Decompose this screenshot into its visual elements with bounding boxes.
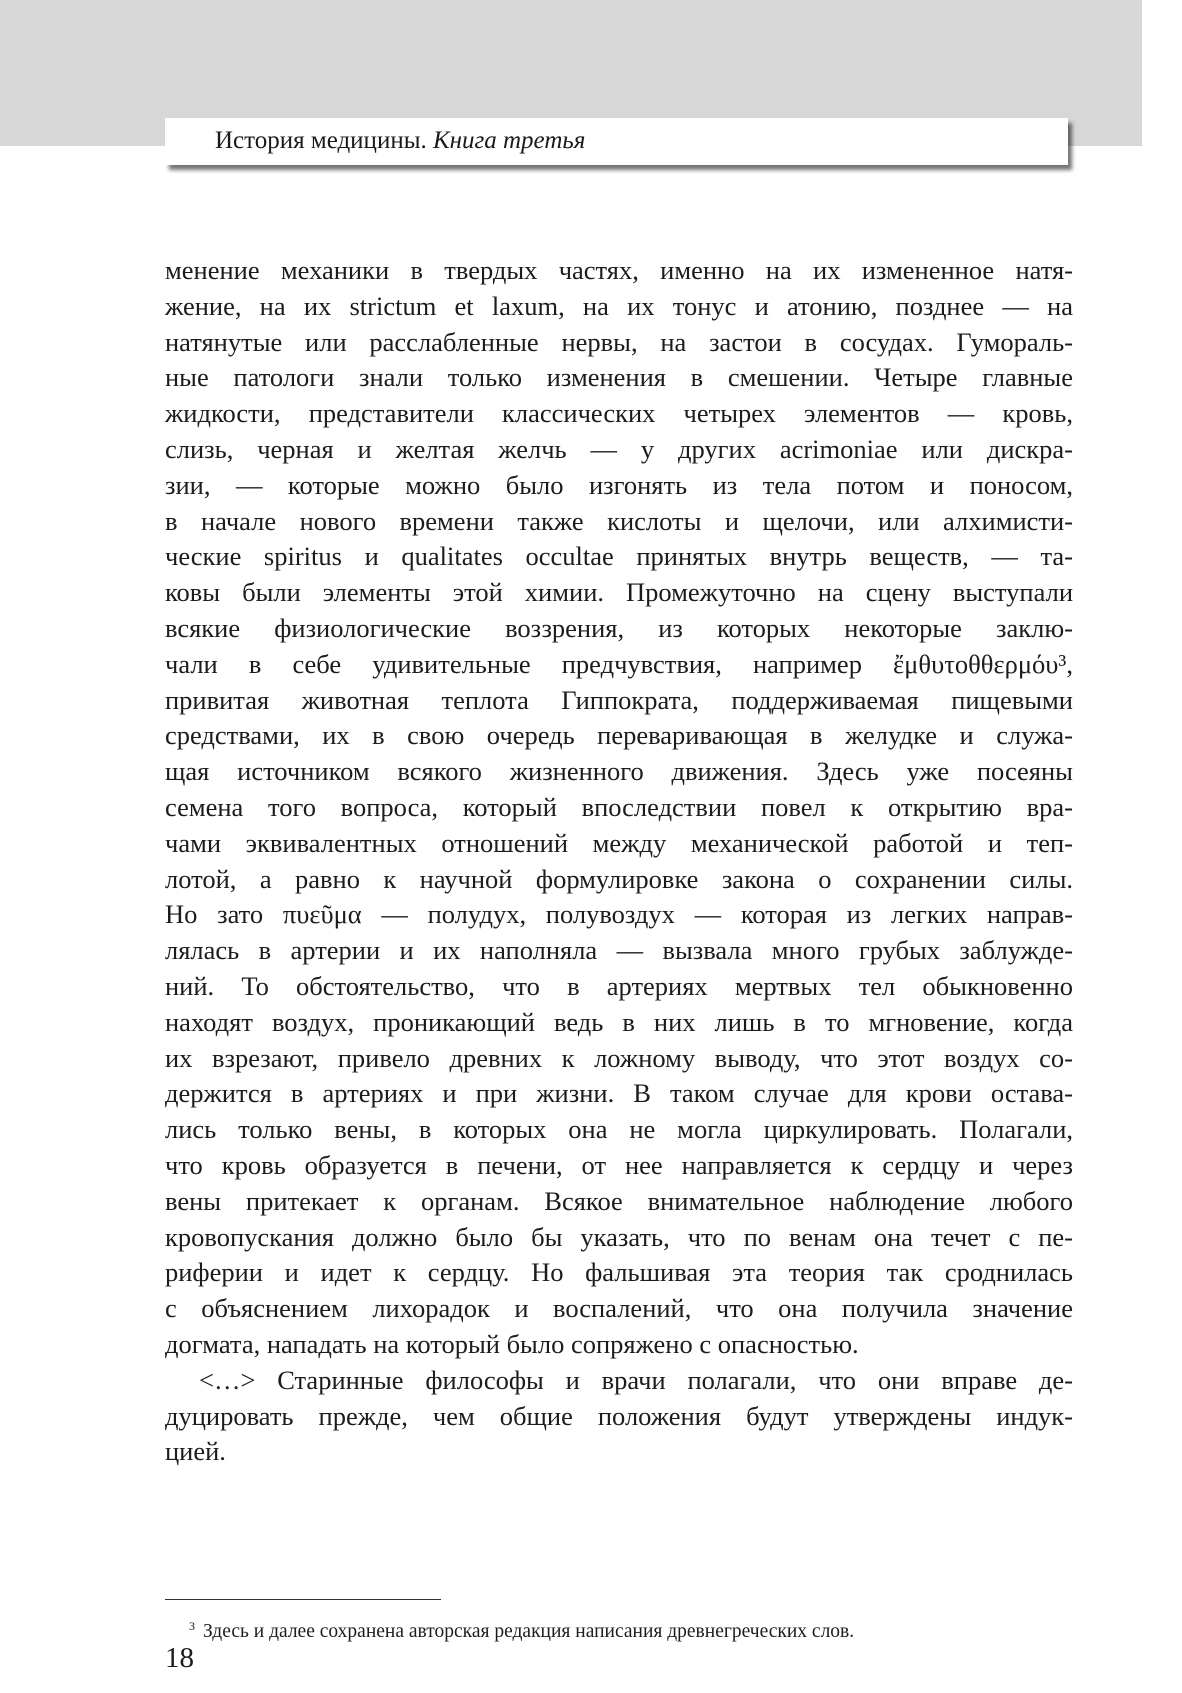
text-line: жение, на их strictum et laxum, на их тонус и атонию, позднее — на [165,290,1073,321]
footnote-separator [165,1599,441,1600]
text-line: лялась в артерии и их наполняла — вызвала много грубых заблужде- [165,935,1073,966]
text-line: чали в себе удивительные предчувствия, например ἔμθυτοθθερμόυ³, [165,648,1073,679]
text-line: дуцировать прежде, чем общие положения будут утверждены индук- [165,1400,1073,1431]
text-line: лотой, а равно к научной формулировке закона о сохранении силы. [165,863,1073,894]
footnote-text: Здесь и далее сохранена авторская редакция написания древнегреческих слов. [203,1621,855,1642]
paragraph-end-line: догмата, нападать на который было сопряжено с опасностью. [165,1328,859,1359]
page-number: 18 [165,1642,194,1674]
text-line: ческие spiritus и qualitates occultae принятых внутрь веществ, — та- [165,541,1073,572]
book-title: История медицины. [215,127,427,154]
text-line: с объяснением лихорадок и воспалений, что она получила значение [165,1293,1073,1324]
text-line: находят воздух, проникающий ведь в них лишь в то мгновение, когда [165,1006,1073,1037]
text-line: Но зато πυεῦμα — полудух, полувоздух — которая из легких направ- [165,899,1073,930]
text-line: в начале нового времени также кислоты и щелочи, или алхимисти- [165,505,1073,536]
text-line: зии, — которые можно было изгонять из тела потом и поносом, [165,469,1073,500]
text-line: всякие физиологические воззрения, из которых некоторые заклю- [165,612,1073,643]
text-line: лись только вены, в которых она не могла циркулировать. Полагали, [165,1114,1073,1145]
running-header [165,118,1068,165]
text-line: ний. То обстоятельство, что в артериях мертвых тел обыкновенно [165,970,1073,1001]
text-line: ные патологи знали только изменения в смешении. Четыре главные [165,362,1073,393]
footnote [189,1613,854,1645]
text-line: чами эквивалентных отношений между механической работой и теп- [165,827,1073,858]
text-line: натянутые или расслабленные нервы, на застои в сосудах. Гумораль- [165,326,1073,357]
text-line: слизь, черная и желтая желчь — у других acrimoniae или дискра- [165,433,1073,464]
footnote-marker: 3 [189,1619,195,1633]
text-line: менение механики в твердых частях, именно на их измененное натя- [165,255,1073,285]
text-line: ковы были элементы этой химии. Промежуточно на сцену выступали [165,577,1073,608]
text-line: жидкости, представители классических четырех элементов — кровь, [165,398,1073,429]
text-line: что кровь образуется в печени, от нее направляется к сердцу и через [165,1149,1073,1180]
paragraph-start-line: <…> Старинные философы и врачи полагали, что они вправе де- [199,1364,1073,1395]
running-header-text [215,125,585,157]
text-line: вены притекает к органам. Всякое внимательное наблюдение любого [165,1185,1073,1216]
paragraph-end-line: цией. [165,1436,226,1467]
body-text [165,253,1073,1470]
text-line: щая источником всякого жизненного движения. Здесь уже посеяны [165,756,1073,787]
text-line: риферии и идет к сердцу. Но фальшивая эта теория так сроднилась [165,1257,1073,1288]
book-subtitle: Книга третья [433,127,586,154]
text-line: средствами, их в свою очередь переваривающая в желудке и служа- [165,720,1073,751]
text-line: их взрезают, привело древних к ложному выводу, что этот воздух со- [165,1042,1073,1073]
text-line: привитая животная теплота Гиппократа, поддерживаемая пищевыми [165,684,1073,715]
text-line: семена того вопроса, который впоследствии повел к открытию вра- [165,791,1073,822]
text-line: держится в артериях и при жизни. В таком случае для крови остава- [165,1078,1073,1109]
text-line: кровопускания должно было бы указать, что по венам она течет с пе- [165,1221,1073,1252]
